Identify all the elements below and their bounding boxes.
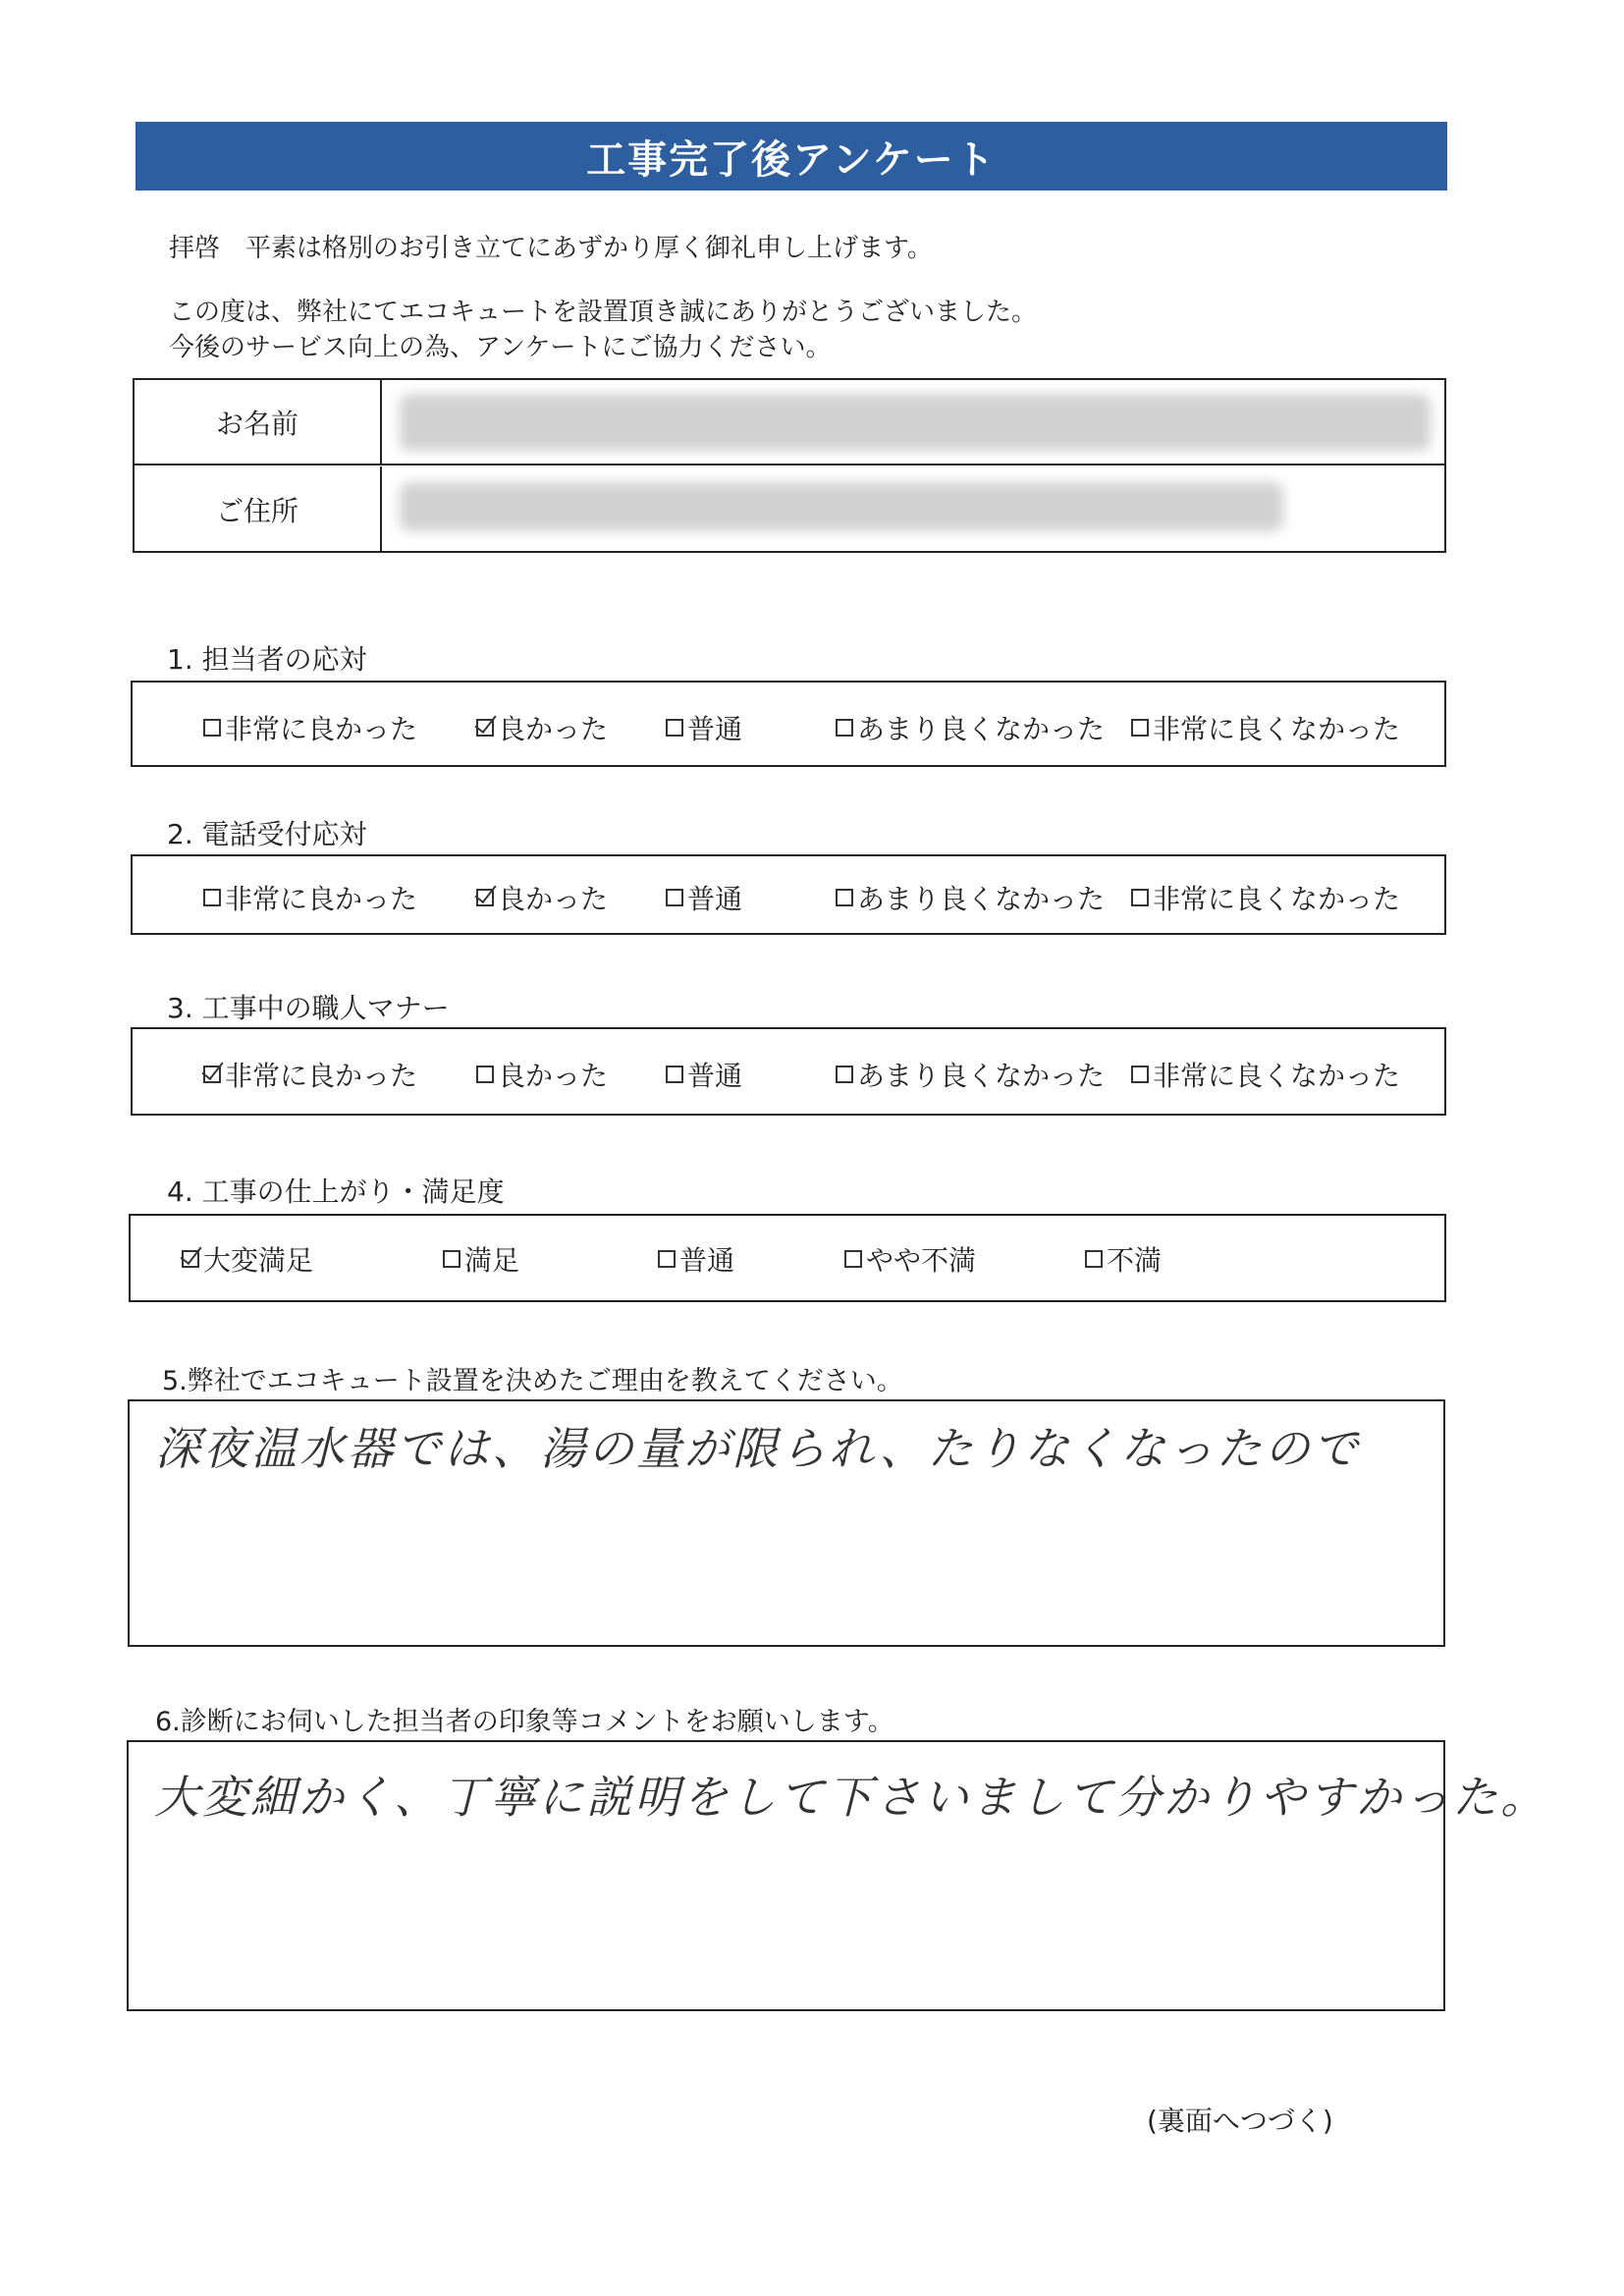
option-label: 普通	[687, 1060, 743, 1092]
name-row	[135, 380, 1444, 465]
checkbox-icon[interactable]	[836, 1066, 853, 1083]
q4-title: 4. 工事の仕上がり・満足度	[167, 1175, 505, 1208]
checkbox-icon[interactable]	[666, 1066, 683, 1083]
request-text: 今後のサービス向上の為、アンケートにご協力ください。	[169, 333, 832, 362]
greeting-text: 拝啓 平素は格別のお引き立てにあずかり厚く御礼申し上げます。	[169, 234, 933, 263]
q4-option[interactable]	[844, 1239, 976, 1279]
page-title: 工事完了後アンケート	[135, 122, 1447, 191]
option-label: あまり良くなかった	[857, 883, 1106, 915]
checkbox-icon[interactable]	[203, 889, 221, 906]
option-label: 普通	[687, 883, 743, 915]
q3-title: 3. 工事中の職人マナー	[167, 992, 450, 1024]
q2-option[interactable]	[666, 878, 742, 917]
option-label: 普通	[687, 713, 743, 745]
address-label: ご住所	[135, 466, 382, 552]
option-label: 良かった	[498, 883, 609, 915]
checkbox-icon[interactable]	[1131, 889, 1149, 906]
checkbox-icon[interactable]	[1085, 1250, 1103, 1268]
checkbox-checked-icon[interactable]	[476, 719, 494, 737]
q5-handwritten-answer: 深夜温水器では、湯の量が限られ、たりなくなったので	[155, 1422, 1361, 1475]
q4-option[interactable]	[182, 1239, 313, 1279]
checkbox-icon[interactable]	[203, 719, 221, 737]
q6-answer-box[interactable]	[127, 1740, 1549, 2011]
q5-title: 5.弊社でエコキュート設置を決めたご理由を教えてください。	[162, 1366, 903, 1396]
checkbox-icon[interactable]	[836, 889, 853, 906]
option-label: 大変満足	[203, 1244, 314, 1277]
q2-option[interactable]	[203, 878, 417, 917]
thanks-text: この度は、弊社にてエコキュートを設置頂き誠にありがとうございました。	[169, 298, 1038, 327]
q2-option[interactable]	[836, 878, 1105, 917]
checkbox-checked-icon[interactable]	[203, 1066, 221, 1083]
option-label: やや不満	[866, 1244, 977, 1277]
checkbox-checked-icon[interactable]	[476, 889, 494, 906]
q2-title: 2. 電話受付応対	[167, 818, 367, 850]
q3-option[interactable]	[1131, 1055, 1400, 1094]
checkbox-icon[interactable]	[666, 889, 683, 906]
address-row	[135, 466, 1444, 552]
q4-option[interactable]	[443, 1239, 519, 1279]
option-label: 良かった	[498, 1060, 609, 1092]
name-label: お名前	[135, 380, 382, 464]
checkbox-icon[interactable]	[476, 1066, 494, 1083]
checkbox-icon[interactable]	[836, 719, 853, 737]
option-label: 満足	[464, 1244, 520, 1277]
option-label: 普通	[679, 1244, 735, 1277]
q1-option[interactable]	[203, 708, 417, 747]
q3-option[interactable]	[203, 1055, 417, 1094]
q6-title: 6.診断にお伺いした担当者の印象等コメントをお願いします。	[155, 1707, 894, 1737]
option-label: 非常に良かった	[225, 713, 418, 745]
option-label: 非常に良かった	[225, 883, 418, 915]
checkbox-icon[interactable]	[666, 719, 683, 737]
option-label: 非常に良くなかった	[1153, 713, 1401, 745]
option-label: あまり良くなかった	[857, 1060, 1106, 1092]
q1-option[interactable]	[1131, 708, 1400, 747]
q3-option[interactable]	[836, 1055, 1105, 1094]
option-label: あまり良くなかった	[857, 713, 1106, 745]
q4-option[interactable]	[658, 1239, 734, 1279]
q1-option[interactable]	[666, 708, 742, 747]
option-label: 不満	[1107, 1244, 1163, 1277]
option-label: 非常に良くなかった	[1153, 1060, 1401, 1092]
address-redacted	[400, 482, 1283, 531]
q4-options-box	[129, 1214, 1446, 1302]
q4-option[interactable]	[1085, 1239, 1162, 1279]
q2-option[interactable]	[476, 878, 608, 917]
option-label: 良かった	[498, 713, 609, 745]
name-redacted	[400, 394, 1431, 451]
q2-options-box	[131, 854, 1446, 935]
q5-answer-box[interactable]	[128, 1399, 1445, 1647]
q2-option[interactable]	[1131, 878, 1400, 917]
checkbox-icon[interactable]	[658, 1250, 676, 1268]
q3-options-box	[131, 1027, 1446, 1116]
option-label: 非常に良くなかった	[1153, 883, 1401, 915]
customer-info-table	[133, 378, 1446, 553]
checkbox-icon[interactable]	[1131, 1066, 1149, 1083]
q6-handwritten-answer: 大変細かく、丁寧に説明をして下さいまして分かりやすかった。	[154, 1771, 1549, 1824]
q1-option[interactable]	[476, 708, 608, 747]
checkbox-icon[interactable]	[1131, 719, 1149, 737]
checkbox-icon[interactable]	[443, 1250, 460, 1268]
q3-option[interactable]	[666, 1055, 742, 1094]
checkbox-icon[interactable]	[844, 1250, 862, 1268]
q3-option[interactable]	[476, 1055, 608, 1094]
continued-note: (裏面へつづく)	[1147, 2105, 1333, 2137]
q1-title: 1. 担当者の応対	[167, 643, 367, 676]
q1-option[interactable]	[836, 708, 1105, 747]
option-label: 非常に良かった	[225, 1060, 418, 1092]
q1-options-box	[131, 681, 1446, 767]
checkbox-checked-icon[interactable]	[182, 1250, 199, 1268]
